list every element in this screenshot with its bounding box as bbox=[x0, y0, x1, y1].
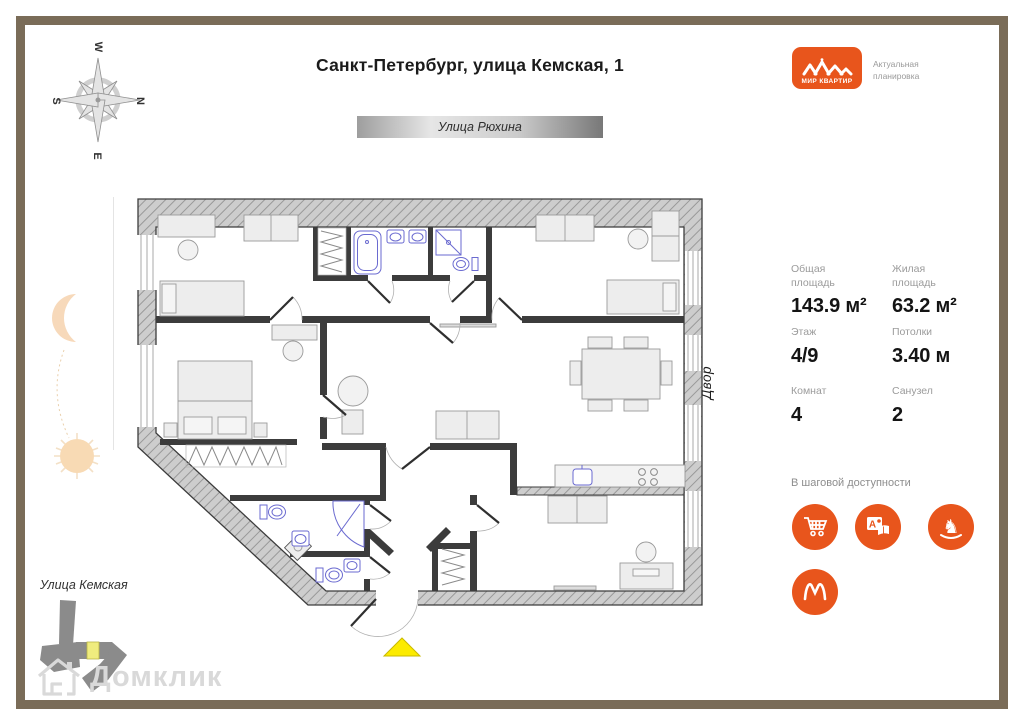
street-label-top bbox=[357, 116, 603, 138]
street-top-text: Улица Рюхина bbox=[438, 120, 522, 134]
stats-panel bbox=[791, 263, 1011, 440]
tagline-line1: Актуальная bbox=[873, 59, 919, 69]
stat-living-area bbox=[892, 263, 1011, 326]
metro-icon bbox=[792, 569, 838, 615]
stat-label: Общая площадь bbox=[791, 263, 835, 289]
street-label-left: Улица Кемская bbox=[40, 578, 128, 592]
stat-value: 143.9 м² bbox=[791, 295, 867, 318]
stat-rooms bbox=[791, 385, 892, 440]
office-furniture bbox=[548, 496, 673, 590]
school-icon bbox=[855, 504, 901, 550]
bedroom-1-furniture bbox=[158, 215, 298, 316]
compass-south-label: S bbox=[50, 97, 62, 105]
crescent-icon bbox=[52, 294, 76, 342]
stat-ceilings bbox=[892, 326, 1011, 385]
bathroom-1-fixtures bbox=[260, 501, 364, 547]
stat-value: 63.2 м² bbox=[892, 295, 957, 318]
stat-value: 2 bbox=[892, 403, 903, 426]
bathroom-2-fixtures bbox=[316, 559, 360, 582]
compass-rose bbox=[50, 36, 146, 164]
logo-brand-text: МИР КВАРТИР bbox=[801, 78, 853, 85]
toilet-top bbox=[453, 258, 478, 271]
logo-roofs-icon bbox=[801, 58, 853, 78]
sun-path-graphic bbox=[42, 288, 112, 483]
shower-top bbox=[436, 230, 461, 255]
stat-label: Комнат bbox=[791, 385, 827, 397]
dining-furniture bbox=[570, 337, 672, 411]
tagline-line2: планировка bbox=[873, 71, 920, 82]
stat-value: 3.40 м bbox=[892, 344, 951, 367]
stat-label: Жилая площадь bbox=[892, 263, 936, 289]
master-bedroom-furniture bbox=[164, 325, 317, 439]
compass-west-label: W bbox=[92, 41, 104, 53]
stat-floor bbox=[791, 326, 892, 385]
page-title: Санкт-Петербург, улица Кемская, 1 bbox=[316, 55, 624, 75]
plumbing-fixtures bbox=[260, 230, 592, 582]
house-icon bbox=[36, 656, 82, 698]
stat-label: Этаж bbox=[791, 326, 817, 338]
stat-total-area bbox=[791, 263, 892, 326]
courtyard-label: Двор bbox=[699, 366, 714, 400]
school-letter: А bbox=[868, 519, 877, 531]
living-room-furniture bbox=[338, 324, 499, 439]
logo-mir-kvartir bbox=[792, 47, 862, 89]
domclick-watermark bbox=[36, 656, 222, 698]
stat-value: 4/9 bbox=[791, 344, 819, 367]
logo-tagline bbox=[873, 58, 919, 83]
compass-east-label: E bbox=[91, 152, 103, 160]
stat-label: Потолки bbox=[892, 326, 933, 338]
watermark-text: Домклик bbox=[90, 660, 223, 693]
rocking-horse-icon bbox=[928, 504, 974, 550]
horse-glyph: ♞ bbox=[942, 516, 960, 538]
floor-plan bbox=[130, 195, 710, 665]
shopping-cart-icon bbox=[792, 504, 838, 550]
kitchen-divider-wall bbox=[517, 487, 684, 495]
nearby-title: В шаговой доступности bbox=[791, 477, 911, 489]
entrance-opening bbox=[376, 588, 418, 607]
stat-bathrooms bbox=[892, 385, 1011, 440]
bathroom-sinks bbox=[387, 230, 426, 243]
entrance-marker bbox=[384, 638, 420, 656]
stat-label: Санузел bbox=[892, 385, 933, 397]
bathtub bbox=[354, 231, 381, 274]
plot-boundary-line bbox=[113, 197, 114, 450]
stat-value: 4 bbox=[791, 403, 802, 426]
sun-icon bbox=[54, 433, 100, 479]
compass-north-label: N bbox=[134, 97, 146, 105]
